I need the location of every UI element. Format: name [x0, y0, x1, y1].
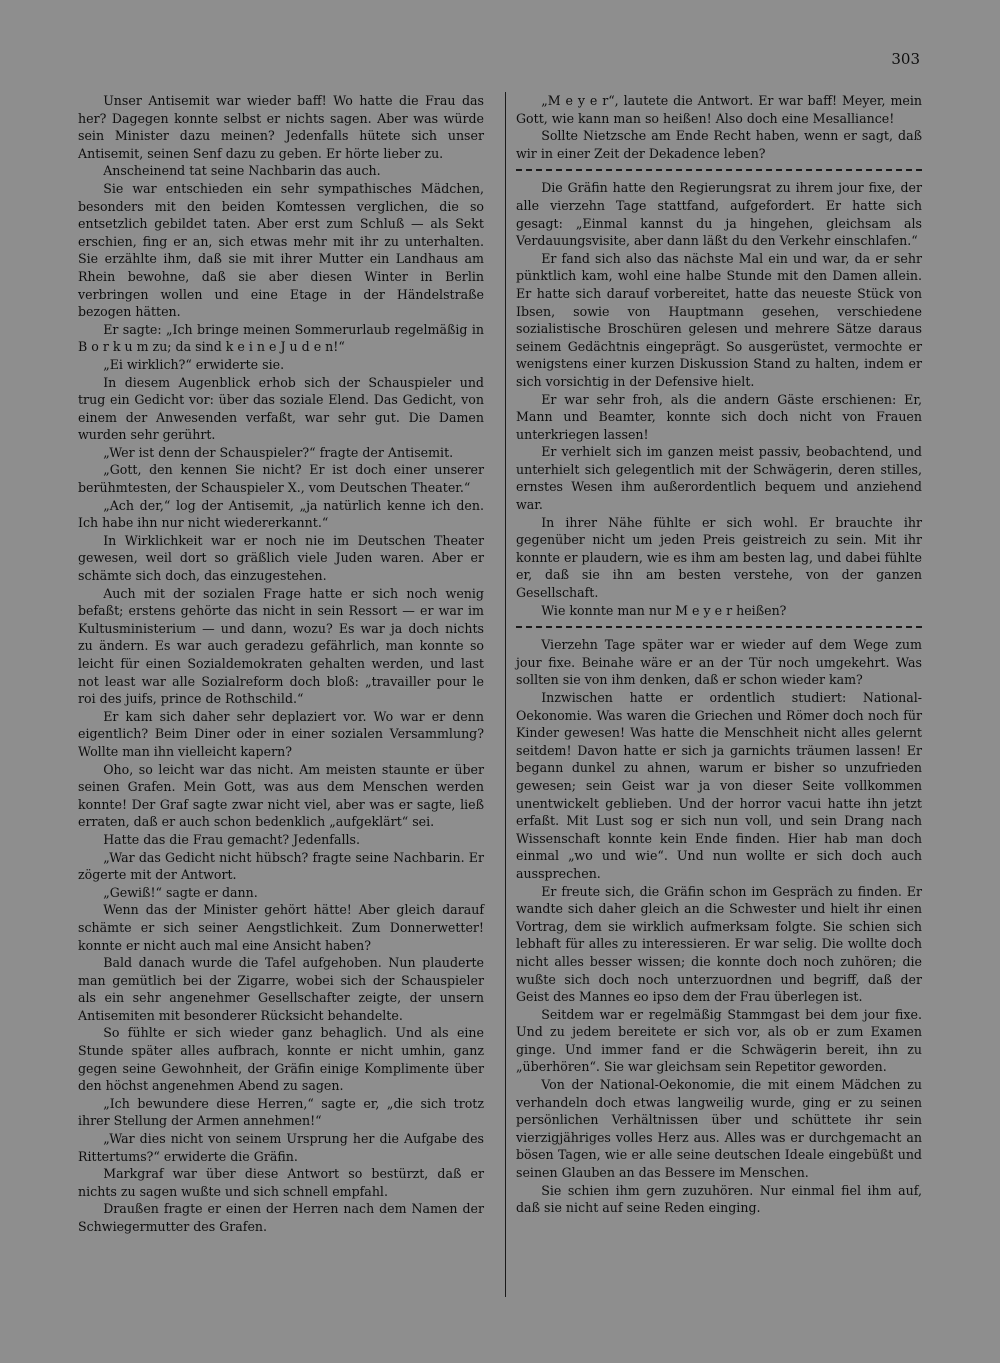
paragraph: Die Gräfin hatte den Regierungsrat zu ihrem jour fixe, der alle vierzehn Tage stattfand, aufgefordert. Er hatte sich gesagt: „Einmal kannst du ja hingehen, gleichsam als Verdauungsvisite, aber dann läßt du den Verkehr einschlafen.“: [516, 180, 922, 249]
paragraph: In ihrer Nähe fühlte er sich wohl. Er brauchte ihr gegenüber nicht um jeden Preis geistreich zu sein. Mit ihr konnte er plaudern, wie es ihm am besten lag, und dabei fühlte er, daß sie ihn am besten verstehe, von der ganzen Gesellschaft.: [516, 514, 922, 601]
right-column: [516, 92, 922, 1217]
paragraph: Markgraf war über diese Antwort so bestürzt, daß er nichts zu sagen wußte und sich schnell empfahl.: [78, 1166, 484, 1199]
paragraph: „War dies nicht von seinem Ursprung her die Aufgabe des Rittertums?“ erwiderte die Gräfin.: [78, 1131, 484, 1164]
paragraph: Bald danach wurde die Tafel aufgehoben. Nun plauderte man gemütlich bei der Zigarre, wobei sich der Schauspieler als ein sehr angenehmer Gesellschafter zeigte, der unsern Antisemiten mit besonderer Rücksicht behandelte.: [78, 955, 484, 1023]
paragraph: Er verhielt sich im ganzen meist passiv, beobachtend, und unterhielt sich gelegentlich mit der Schwägerin, deren stilles, ernstes Wesen ihm außerordentlich bequem und anziehend war.: [516, 444, 922, 513]
paragraph: „Gewiß!“ sagte er dann.: [103, 884, 258, 900]
paragraph: In diesem Augenblick erhob sich der Schauspieler und trug ein Gedicht vor: über das soziale Elend. Das Gedicht, von einem der Anwesenden verfaßt, war sehr gut. Die Damen wurden sehr gerührt.: [78, 374, 484, 443]
left-column: [78, 92, 484, 1236]
paragraph: Sie schien ihm gern zuzuhören. Nur einmal fiel ihm auf, daß sie nicht auf seine Reden einging.: [516, 1182, 922, 1216]
paragraph: Sie war entschieden ein sehr sympathisches Mädchen, besonders mit den beiden Komtessen verglichen, die so entsetzlich gebildet taten. Aber erst zum Schluß — als Sekt erschien, fing er an, sich etwas mehr mit ihr zu unterhalten. Sie erzählte ihm, daß sie mit ihrer Mutter ein Landhaus am Rhein bewohne, daß sie aber diesen Winter in Berlin verbringen wollen und eine Etage in der Händelstraße bezogen hätten.: [78, 180, 484, 320]
paragraph: Wenn das der Minister gehört hätte! Aber gleich darauf schämte er sich seiner Aengstlichkeit. Zum Donnerwetter! konnte er nicht auch mal eine Ansicht haben?: [78, 902, 484, 953]
paragraph: „M e y e r“, lautete die Antwort. Er war baff! Meyer, mein Gott, wie kann man so heißen! Also doch eine Mesalliance!: [516, 93, 922, 126]
paragraph: „Gott, den kennen Sie nicht? Er ist doch einer unserer berühmtesten, der Schauspieler X., vom Deutschen Theater.“: [78, 462, 484, 496]
paragraph: Hatte das die Frau gemacht? Jedenfalls.: [103, 831, 360, 847]
section-separator: [516, 169, 922, 171]
paragraph: Vierzehn Tage später war er wieder auf dem Wege zum jour fixe. Beinahe wäre er an der Tür noch umgekehrt. Was sollten sie von ihm denken, daß er schon wieder kam?: [516, 637, 922, 688]
paragraph: „Wer ist denn der Schauspieler?“ fragte der Antisemit.: [103, 444, 454, 460]
paragraph: Anscheinend tat seine Nachbarin das auch.: [103, 163, 381, 179]
paragraph: Inzwischen hatte er ordentlich studiert: National-Oekonomie. Was waren die Griechen und Römer doch noch für Kinder gewesen! Was hatte die Menschheit nicht alles gelernt seitdem! Davon hatte er sich ja garnichts träumen lassen! Er begann dunkel zu ahnen, warum er bisher so unzufrieden gewesen; sein Geist war ja von dieser Seite vollkommen unentwickelt geblieben. Und der horror vacui hatte ihn jetzt erfaßt. Mit Lust sog er sich nun voll, und sein Drang nach Wissenschaft konnte kein Ende finden. Hier hab man doch einmal „wo und wie“. Und nun wollte er sich doch auch aussprechen.: [516, 690, 922, 881]
paragraph: Er freute sich, die Gräfin schon im Gespräch zu finden. Er wandte sich daher gleich an die Schwester und hielt ihr einen Vortrag, dem sie wirklich aufmerksam folgte. Sie schien sich lebhaft für alles zu interessieren. Er war selig. Die wollte doch nicht alles besser wissen; die konnte doch noch zuhören; die wußte sich doch noch unterzuordnen und begriff, daß der Geist des Mannes eo ipso dem der Frau überlegen ist.: [516, 883, 922, 1005]
paragraph: Er war sehr froh, als die andern Gäste erschienen: Er, Mann und Beamter, konnte sich doch nicht von Frauen unterkriegen lassen!: [516, 391, 922, 442]
paragraph: In Wirklichkeit war er noch nie im Deutschen Theater gewesen, weil dort so gräßlich viele Juden waren. Aber er schämte sich doch, das einzugestehen.: [78, 532, 484, 584]
column-rule: [505, 92, 506, 1297]
paragraph: Er sagte: „Ich bringe meinen Sommerurlaub regelmäßig in B o r k u m zu; da sind k e i n e J u d e n!“: [78, 321, 484, 355]
paragraph: Von der National-Oekonomie, die mit einem Mädchen zu verhandeln doch etwas langweilig wurde, ging er zu seinen persönlichen Verhältnissen über und schüttete ihr sein vierzigjähriges volles Herz aus. Alles was er durchgemacht an bösen Tagen, wie er alle seine deutschen Ideale eingebüßt und seinen Glauben an das Bessere im Menschen.: [516, 1077, 922, 1181]
paragraph: „Ach der,“ log der Antisemit, „ja natürlich kenne ich den. Ich habe ihn nur nicht wiedererkannt.“: [78, 497, 484, 531]
paragraph: Er kam sich daher sehr deplaziert vor. Wo war er denn eigentlich? Beim Diner oder in einer sozialen Versammlung? Wollte man ihn vielleicht kapern?: [78, 708, 484, 759]
paragraph: Er fand sich also das nächste Mal ein und war, da er sehr pünktlich kam, wohl eine halbe Stunde mit den Damen allein. Er hatte sich darauf vorbereitet, hatte das neueste Stück von Ibsen, sowie von Hauptmann gesehen, verschiedene sozialistische Broschüren gelesen und mehrere Sätze daraus seinem Gedächtnis eingeprägt. So ausgerüstet, vermochte er wenigstens einer kurzen Diskussion Stand zu halten, indem er sich vorsichtig in der Defensive hielt.: [516, 250, 922, 389]
paragraph: Auch mit der sozialen Frage hatte er sich noch wenig befaßt; erstens gehörte das nicht in sein Ressort — er war im Kultusministerium — und dann, wozu? Es war ja doch nichts zu ändern. Es war auch geradezu gefährlich, man konnte so leicht für einen Sozialdemokraten gehalten werden, und last not least war alle Sozialreform doch bloß: „travailler pour le roi des juifs, prince de Rothschild.“: [78, 585, 484, 707]
paragraph: „Ich bewundere diese Herren,“ sagte er, „die sich trotz ihrer Stellung der Armen annehmen!“: [78, 1095, 484, 1129]
section-separator: [516, 626, 922, 628]
paragraph: Sollte Nietzsche am Ende Recht haben, wenn er sagt, daß wir in einer Zeit der Dekadence leben?: [516, 128, 922, 161]
paragraph: So fühlte er sich wieder ganz behaglich. Und als eine Stunde später alles aufbrach, konnte er nicht umhin, ganz gegen seine Gewohnheit, der Gräfin einige Komplimente über den höchst angenehmen Abend zu sagen.: [78, 1025, 484, 1094]
paragraph: Draußen fragte er einen der Herren nach dem Namen der Schwiegermutter des Grafen.: [78, 1201, 484, 1234]
page-number: 303: [891, 50, 920, 68]
paragraph: Oho, so leicht war das nicht. Am meisten staunte er über seinen Grafen. Mein Gott, was aus dem Menschen werden konnte! Der Graf sagte zwar nicht viel, aber was er sagte, ließ erraten, daß er auch schon bedenklich „aufgeklärt“ sei.: [78, 761, 484, 830]
paragraph: „Ei wirklich?“ erwiderte sie.: [103, 356, 285, 372]
paragraph: Unser Antisemit war wieder baff! Wo hatte die Frau das her? Dagegen konnte selbst er nichts sagen. Aber was würde sein Minister dazu meinen? Jedenfalls hütete sich unser Antisemit, seinen Senf dazu zu geben. Er hörte lieber zu.: [78, 93, 484, 161]
paragraph: „War das Gedicht nicht hübsch? fragte seine Nachbarin. Er zögerte mit der Antwort.: [78, 849, 484, 883]
paragraph: Seitdem war er regelmäßig Stammgast bei dem jour fixe. Und zu jedem bereitete er sich vor, als ob er zum Examen ginge. Und immer fand er die Schwägerin bereit, ihn zu „überhören“. Sie war gleichsam sein Repetitor geworden.: [516, 1006, 922, 1075]
paragraph: Wie konnte man nur M e y e r heißen?: [541, 602, 787, 618]
